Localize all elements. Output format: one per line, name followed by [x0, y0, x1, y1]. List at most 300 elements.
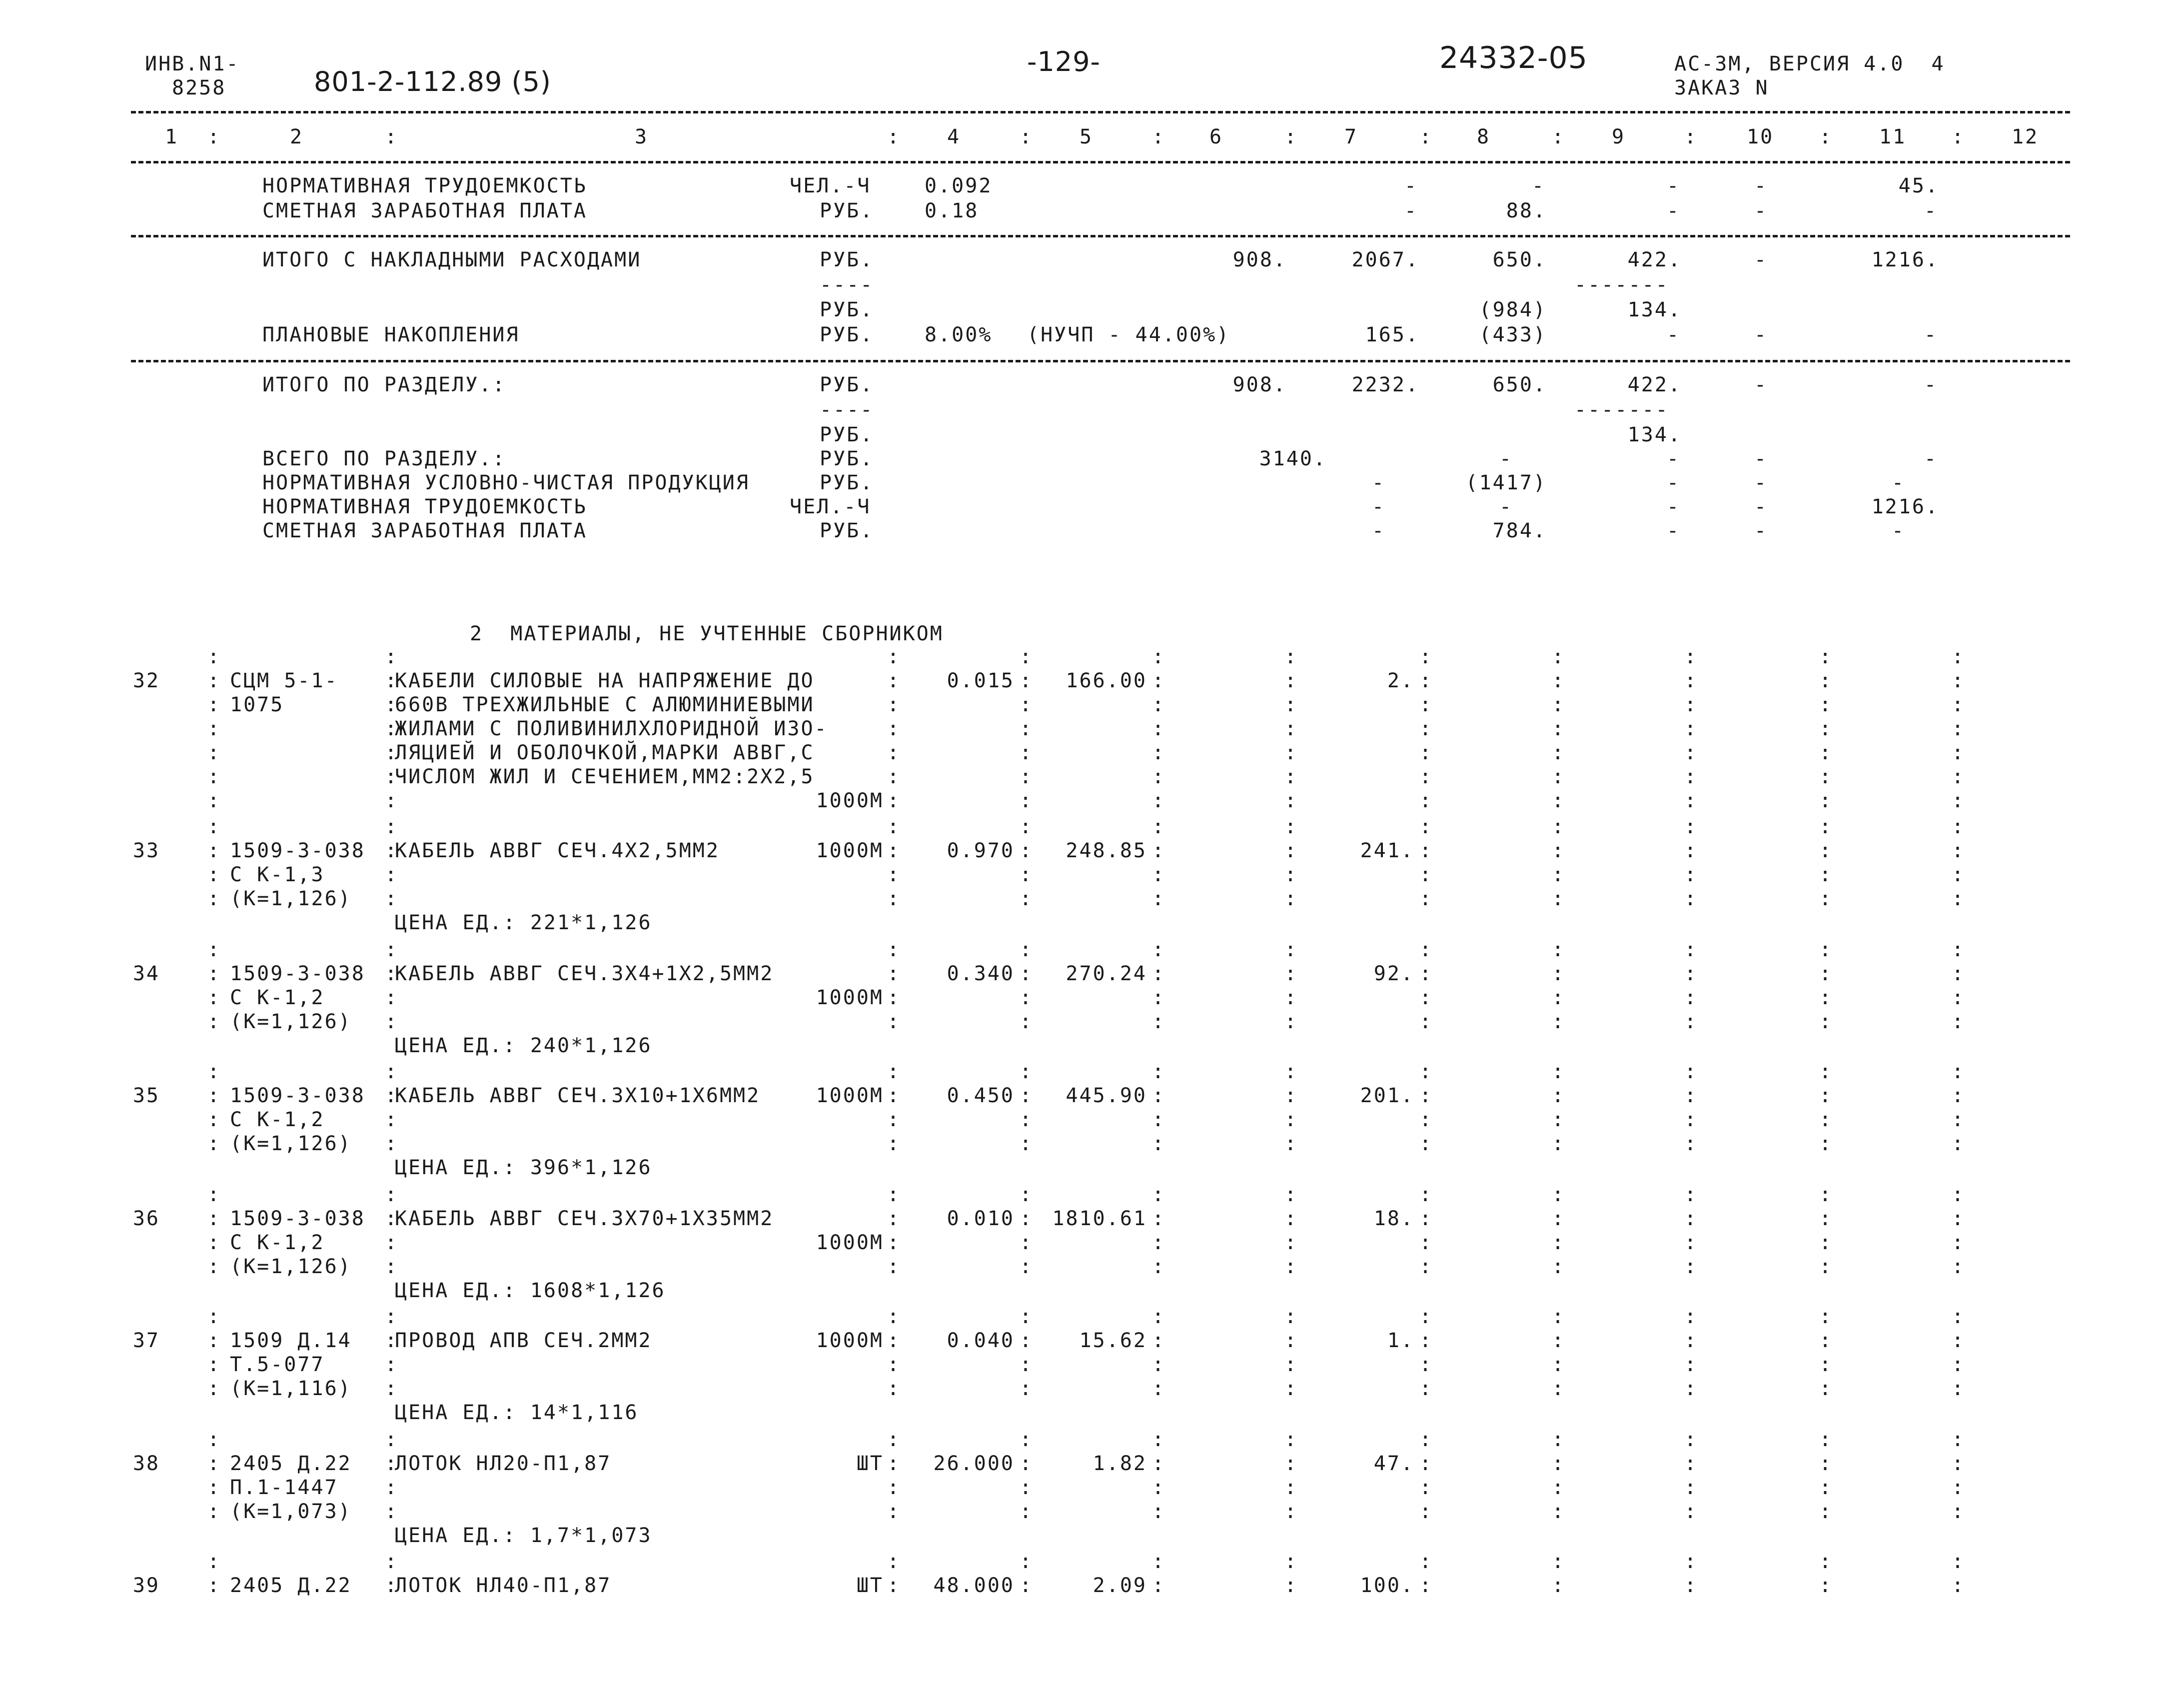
item-38-separator: :	[207, 1500, 221, 1523]
item-37-separator: :	[385, 1353, 399, 1376]
item-39-separator: :	[1020, 1550, 1034, 1573]
item-39-separator: :	[1552, 1550, 1566, 1573]
rule-overhead	[131, 235, 2070, 237]
item-32-separator: :	[1684, 789, 1698, 812]
item-33-separator: :	[1020, 815, 1034, 838]
item-33-code-2: (К=1,126)	[230, 887, 352, 910]
item-37-separator: :	[1952, 1377, 1966, 1400]
item-35-separator: :	[385, 1108, 399, 1131]
item-38-separator: :	[1020, 1428, 1034, 1451]
document-code: 801-2-112.89 (5)	[314, 66, 551, 97]
item-38-separator: :	[207, 1476, 221, 1499]
item-32-separator: :	[207, 789, 221, 812]
item-35-separator: :	[1552, 1108, 1566, 1131]
item-38-separator: :	[1819, 1452, 1833, 1475]
item-33-separator: :	[385, 815, 399, 838]
item-33-separator: :	[1552, 839, 1566, 862]
item-33-separator: :	[1684, 839, 1698, 862]
item-35-separator: :	[1152, 1108, 1166, 1131]
item-33-separator: :	[207, 887, 221, 910]
norm-labor-label: НОРМАТИВНАЯ ТРУДОЕМКОСТЬ	[262, 174, 587, 197]
item-32-separator: :	[887, 789, 901, 812]
item-39-separator: :	[1819, 1574, 1833, 1597]
item-33-separator: :	[1684, 863, 1698, 886]
wage-total-col10: -	[1754, 519, 1768, 542]
planned-unit: РУБ.	[820, 323, 874, 346]
item-36-separator: :	[1020, 1255, 1034, 1278]
item-36-separator: :	[1952, 1231, 1966, 1254]
planned-note: (НУЧП - 44.00%)	[1027, 323, 1230, 346]
wage-col4: 0.18	[925, 199, 979, 222]
column-separator: :	[1819, 125, 1833, 148]
item-32-separator: :	[1684, 645, 1698, 668]
item-38-separator: :	[1284, 1476, 1298, 1499]
column-separator: :	[1152, 125, 1166, 148]
overhead-c10: -	[1754, 248, 1768, 271]
item-38-separator: :	[1684, 1500, 1698, 1523]
norm-labor-c10: -	[1754, 174, 1768, 197]
item-39-unit: ШТ	[856, 1574, 884, 1597]
item-35-separator: :	[1684, 1132, 1698, 1155]
item-39-separator: :	[1419, 1550, 1433, 1573]
overhead-c8: 650.	[1492, 248, 1547, 271]
norm-net-product-label: НОРМАТИВНАЯ УСЛОВНО-ЧИСТАЯ ПРОДУКЦИЯ	[262, 471, 750, 494]
item-38-separator: :	[1684, 1476, 1698, 1499]
item-37-separator: :	[1020, 1353, 1034, 1376]
item-35-separator: :	[1819, 1084, 1833, 1107]
item-35-code-2: (К=1,126)	[230, 1132, 352, 1155]
item-33-separator: :	[1152, 863, 1166, 886]
item-34-separator: :	[385, 986, 399, 1009]
item-35-separator: :	[1819, 1132, 1833, 1155]
item-39-price: 2.09	[1092, 1574, 1147, 1597]
item-34-separator: :	[385, 938, 399, 961]
item-32-separator: :	[385, 717, 399, 740]
item-35-separator: :	[1684, 1108, 1698, 1131]
column-number-11: 11	[1879, 125, 1907, 148]
item-38-separator: :	[1284, 1452, 1298, 1475]
item-39-total: 100.	[1360, 1574, 1414, 1597]
item-34-separator: :	[1552, 986, 1566, 1009]
item-33-separator: :	[1419, 887, 1433, 910]
item-36-separator: :	[385, 1183, 399, 1206]
item-34-separator: :	[1819, 986, 1833, 1009]
item-37-code-1: Т.5-077	[230, 1353, 325, 1376]
item-36-separator: :	[1552, 1255, 1566, 1278]
item-33-separator: :	[1284, 863, 1298, 886]
norm-labor-total-label: НОРМАТИВНАЯ ТРУДОЕМКОСТЬ	[262, 495, 587, 518]
item-33-separator: :	[1819, 887, 1833, 910]
item-33-separator: :	[1952, 887, 1966, 910]
item-39-separator: :	[385, 1550, 399, 1573]
item-35-separator: :	[1952, 1060, 1966, 1083]
item-36-separator: :	[1284, 1183, 1298, 1206]
item-33-separator: :	[385, 887, 399, 910]
item-35-separator: :	[1419, 1060, 1433, 1083]
item-34-price-note: ЦЕНА ЕД.: 240*1,126	[395, 1034, 652, 1057]
item-36-separator: :	[1552, 1207, 1566, 1230]
item-32-separator: :	[385, 669, 399, 692]
item-38-price: 1.82	[1092, 1452, 1147, 1475]
item-37-desc-0: ПРОВОД АПВ СЕЧ.2ММ2	[395, 1329, 652, 1352]
rule-section-total	[131, 360, 2070, 362]
item-32-separator: :	[385, 693, 399, 716]
item-39-quantity: 48.000	[933, 1574, 1015, 1597]
item-37-separator: :	[1284, 1377, 1298, 1400]
item-36-number: 36	[132, 1207, 160, 1230]
item-38-code-2: (К=1,073)	[230, 1500, 352, 1523]
norm-labor-c8: -	[1532, 174, 1546, 197]
item-32-separator: :	[207, 669, 221, 692]
item-36-price-note: ЦЕНА ЕД.: 1608*1,126	[395, 1279, 666, 1302]
item-38-separator: :	[1020, 1500, 1034, 1523]
item-35-separator: :	[1684, 1084, 1698, 1107]
item-36-separator: :	[385, 1255, 399, 1278]
item-32-separator: :	[1152, 789, 1166, 812]
column-number-7: 7	[1344, 125, 1358, 148]
section-col9-b: 134.	[1627, 423, 1682, 446]
item-32-separator: :	[1552, 741, 1566, 764]
item-32-quantity: 0.015	[947, 669, 1015, 692]
item-39-separator: :	[1020, 1574, 1034, 1597]
item-37-separator: :	[1152, 1377, 1166, 1400]
item-32-separator: :	[887, 741, 901, 764]
item-37-separator: :	[1819, 1329, 1833, 1352]
item-32-price: 166.00	[1066, 669, 1147, 692]
item-34-separator: :	[887, 938, 901, 961]
item-34-separator: :	[1020, 986, 1034, 1009]
norm-net-product-unit: РУБ.	[820, 471, 874, 494]
item-32-separator: :	[1819, 789, 1833, 812]
item-35-separator: :	[1552, 1132, 1566, 1155]
item-34-separator: :	[1020, 962, 1034, 985]
item-35-separator: :	[385, 1132, 399, 1155]
wage-unit: РУБ.	[820, 199, 874, 222]
item-38-separator: :	[1284, 1500, 1298, 1523]
inventory-label: ИНВ.N1-	[145, 52, 240, 75]
item-34-separator: :	[1284, 1010, 1298, 1033]
item-34-separator: :	[1552, 962, 1566, 985]
item-38-separator: :	[1419, 1500, 1433, 1523]
item-35-separator: :	[207, 1132, 221, 1155]
item-38-separator: :	[1952, 1452, 1966, 1475]
overhead-col8-b: (984)	[1479, 298, 1547, 321]
item-33-separator: :	[1419, 839, 1433, 862]
item-32-unit: 1000М	[816, 789, 884, 812]
item-34-separator: :	[1020, 1010, 1034, 1033]
overhead-c7: 2067.	[1351, 248, 1419, 271]
item-32-separator: :	[1819, 693, 1833, 716]
item-38-separator: :	[385, 1476, 399, 1499]
item-32-desc-2: ЖИЛАМИ С ПОЛИВИНИЛХЛОРИДНОЙ ИЗО-	[395, 717, 828, 740]
column-separator: :	[1284, 125, 1298, 148]
item-38-separator: :	[1819, 1476, 1833, 1499]
norm-net-product-col7: -	[1372, 471, 1386, 494]
item-32-separator: :	[1152, 693, 1166, 716]
item-36-separator: :	[1284, 1255, 1298, 1278]
item-36-separator: :	[1952, 1207, 1966, 1230]
grand-total-col11: -	[1924, 447, 1938, 470]
item-32-separator: :	[1020, 669, 1034, 692]
page-number: -129-	[1027, 46, 1101, 77]
item-35-separator: :	[207, 1060, 221, 1083]
wage-c11: -	[1924, 199, 1938, 222]
item-38-separator: :	[207, 1452, 221, 1475]
item-33-separator: :	[887, 839, 901, 862]
item-32-separator: :	[1419, 645, 1433, 668]
item-35-separator: :	[1020, 1060, 1034, 1083]
item-37-separator: :	[1284, 1305, 1298, 1328]
item-35-separator: :	[1819, 1060, 1833, 1083]
item-38-separator: :	[887, 1452, 901, 1475]
item-37-separator: :	[1952, 1353, 1966, 1376]
section-col9-underline: -------	[1574, 398, 1669, 421]
item-37-separator: :	[1819, 1377, 1833, 1400]
item-39-separator: :	[887, 1550, 901, 1573]
item-33-separator: :	[1152, 887, 1166, 910]
item-33-separator: :	[887, 863, 901, 886]
item-35-separator: :	[385, 1084, 399, 1107]
item-32-separator: :	[1284, 741, 1298, 764]
program-version: АС-3М, ВЕРСИЯ 4.0 4	[1674, 52, 1945, 75]
item-34-separator: :	[1152, 938, 1166, 961]
item-38-separator: :	[1419, 1428, 1433, 1451]
item-36-separator: :	[1819, 1231, 1833, 1254]
item-37-separator: :	[1020, 1329, 1034, 1352]
item-38-separator: :	[887, 1428, 901, 1451]
wage-label: СМЕТНАЯ ЗАРАБОТНАЯ ПЛАТА	[262, 199, 587, 222]
item-36-separator: :	[1952, 1255, 1966, 1278]
item-32-separator: :	[1419, 669, 1433, 692]
item-39-number: 39	[132, 1574, 160, 1597]
item-36-separator: :	[1284, 1231, 1298, 1254]
item-33-separator: :	[1020, 839, 1034, 862]
wage-total-col7: -	[1372, 519, 1386, 542]
item-32-separator: :	[1952, 765, 1966, 788]
item-32-desc-4: ЧИСЛОМ ЖИЛ И СЕЧЕНИЕМ,ММ2:2Х2,5	[395, 765, 815, 788]
item-37-separator: :	[207, 1329, 221, 1352]
section-total-c8: 650.	[1492, 373, 1547, 396]
item-37-separator: :	[1152, 1353, 1166, 1376]
item-35-separator: :	[1552, 1084, 1566, 1107]
item-35-separator: :	[1020, 1108, 1034, 1131]
item-32-separator: :	[1819, 645, 1833, 668]
planned-rate: 8.00%	[925, 323, 993, 346]
item-32-separator: :	[1552, 789, 1566, 812]
section-total-unit: РУБ.	[820, 373, 874, 396]
item-32-separator: :	[1952, 717, 1966, 740]
column-number-5: 5	[1080, 125, 1093, 148]
item-34-separator: :	[1684, 938, 1698, 961]
item-37-separator: :	[1284, 1329, 1298, 1352]
item-36-unit: 1000М	[816, 1231, 884, 1254]
item-37-separator: :	[1020, 1377, 1034, 1400]
item-34-separator: :	[1152, 962, 1166, 985]
item-39-separator: :	[207, 1574, 221, 1597]
item-35-code-1: С К-1,2	[230, 1108, 325, 1131]
item-39-desc-0: ЛОТОК НЛ40-П1,87	[395, 1574, 612, 1597]
grand-total-value: 3140.	[1259, 447, 1327, 470]
item-32-separator: :	[1952, 741, 1966, 764]
item-36-separator: :	[1952, 1183, 1966, 1206]
item-36-separator: :	[207, 1255, 221, 1278]
section-total-c7: 2232.	[1351, 373, 1419, 396]
item-38-quantity: 26.000	[933, 1452, 1015, 1475]
item-37-unit: 1000М	[816, 1329, 884, 1352]
item-32-separator: :	[207, 645, 221, 668]
item-37-separator: :	[1552, 1353, 1566, 1376]
item-38-separator: :	[385, 1452, 399, 1475]
item-33-code-1: С К-1,3	[230, 863, 325, 886]
item-34-separator: :	[887, 1010, 901, 1033]
item-37-separator: :	[1952, 1305, 1966, 1328]
item-32-separator: :	[1020, 717, 1034, 740]
section-total-c9: 422.	[1627, 373, 1682, 396]
item-36-separator: :	[207, 1231, 221, 1254]
item-38-code-1: П.1-1447	[230, 1476, 338, 1499]
item-36-code-0: 1509-3-038	[230, 1207, 365, 1230]
item-37-separator: :	[1552, 1377, 1566, 1400]
norm-labor-total-col7: -	[1372, 495, 1386, 518]
item-32-separator: :	[1020, 741, 1034, 764]
item-32-separator: :	[1152, 645, 1166, 668]
item-39-separator: :	[1284, 1574, 1298, 1597]
item-32-separator: :	[1419, 741, 1433, 764]
item-32-desc-3: ЛЯЦИЕЙ И ОБОЛОЧКОЙ,МАРКИ АВВГ,С	[395, 741, 815, 764]
column-separator: :	[1552, 125, 1566, 148]
planned-col11: -	[1924, 323, 1938, 346]
item-32-separator: :	[1952, 669, 1966, 692]
item-37-separator: :	[1152, 1305, 1166, 1328]
item-37-separator: :	[1684, 1377, 1698, 1400]
item-32-separator: :	[207, 765, 221, 788]
item-33-price-note: ЦЕНА ЕД.: 221*1,126	[395, 911, 652, 934]
item-32-separator: :	[1284, 717, 1298, 740]
item-34-separator: :	[1684, 1010, 1698, 1033]
item-33-separator: :	[1552, 887, 1566, 910]
planned-col8: (433)	[1479, 323, 1547, 346]
item-33-separator: :	[1819, 839, 1833, 862]
item-36-separator: :	[1819, 1255, 1833, 1278]
item-37-separator: :	[1419, 1353, 1433, 1376]
item-34-separator: :	[1419, 938, 1433, 961]
item-35-price-note: ЦЕНА ЕД.: 396*1,126	[395, 1156, 652, 1179]
item-38-separator: :	[1020, 1452, 1034, 1475]
item-38-separator: :	[1684, 1428, 1698, 1451]
item-39-separator: :	[1684, 1550, 1698, 1573]
item-32-separator: :	[1284, 669, 1298, 692]
column-separator: :	[385, 125, 399, 148]
grand-total-col9: -	[1667, 447, 1681, 470]
item-36-separator: :	[385, 1231, 399, 1254]
item-37-number: 37	[132, 1329, 160, 1352]
item-35-total: 201.	[1360, 1084, 1414, 1107]
item-32-separator: :	[1684, 741, 1698, 764]
item-32-separator: :	[1020, 765, 1034, 788]
item-32-separator: :	[1284, 645, 1298, 668]
norm-labor-total-col8: -	[1499, 495, 1513, 518]
item-33-separator: :	[385, 839, 399, 862]
item-32-separator: :	[1152, 741, 1166, 764]
item-35-separator: :	[1952, 1084, 1966, 1107]
overhead-col9-underline: -------	[1574, 273, 1669, 296]
item-32-separator: :	[1684, 693, 1698, 716]
overhead-label: ИТОГО С НАКЛАДНЫМИ РАСХОДАМИ	[262, 248, 642, 271]
item-34-separator: :	[1819, 962, 1833, 985]
item-33-separator: :	[1952, 815, 1966, 838]
item-32-separator: :	[1020, 645, 1034, 668]
item-34-separator: :	[1952, 986, 1966, 1009]
item-36-separator: :	[1684, 1255, 1698, 1278]
item-32-desc-1: 660В ТРЕХЖИЛЬНЫЕ С АЛЮМИНИЕВЫМИ	[395, 693, 815, 716]
item-32-separator: :	[1152, 717, 1166, 740]
wage-c7: -	[1404, 199, 1418, 222]
item-39-separator: :	[1952, 1550, 1966, 1573]
item-38-separator: :	[887, 1500, 901, 1523]
item-33-desc-0: КАБЕЛЬ АВВГ СЕЧ.4Х2,5ММ2	[395, 839, 720, 862]
item-34-unit: 1000М	[816, 986, 884, 1009]
item-35-separator: :	[887, 1084, 901, 1107]
item-37-separator: :	[385, 1329, 399, 1352]
item-33-separator: :	[1284, 887, 1298, 910]
item-37-separator: :	[1020, 1305, 1034, 1328]
item-34-separator: :	[1952, 962, 1966, 985]
item-36-separator: :	[887, 1207, 901, 1230]
item-36-separator: :	[1152, 1183, 1166, 1206]
norm-net-product-col10: -	[1754, 471, 1768, 494]
item-35-separator: :	[207, 1084, 221, 1107]
item-36-separator: :	[887, 1183, 901, 1206]
item-38-separator: :	[887, 1476, 901, 1499]
item-37-total: 1.	[1387, 1329, 1414, 1352]
item-37-separator: :	[1819, 1305, 1833, 1328]
item-36-separator: :	[1684, 1183, 1698, 1206]
item-32-separator: :	[385, 741, 399, 764]
item-37-code-0: 1509 Д.14	[230, 1329, 352, 1352]
item-38-price-note: ЦЕНА ЕД.: 1,7*1,073	[395, 1524, 652, 1547]
item-33-separator: :	[1020, 863, 1034, 886]
item-34-separator: :	[1020, 938, 1034, 961]
norm-net-product-col9: -	[1667, 471, 1681, 494]
item-34-separator: :	[1552, 938, 1566, 961]
item-38-separator: :	[1819, 1500, 1833, 1523]
item-33-separator: :	[1952, 839, 1966, 862]
item-36-separator: :	[1020, 1231, 1034, 1254]
section-unit-underline: ----	[820, 398, 874, 421]
item-37-separator: :	[1684, 1353, 1698, 1376]
overhead-c9: 422.	[1627, 248, 1682, 271]
item-36-separator: :	[1419, 1183, 1433, 1206]
item-34-separator: :	[887, 962, 901, 985]
column-number-8: 8	[1477, 125, 1491, 148]
item-36-separator: :	[207, 1207, 221, 1230]
item-34-separator: :	[1952, 1010, 1966, 1033]
item-33-separator: :	[1152, 839, 1166, 862]
item-34-separator: :	[385, 962, 399, 985]
item-37-separator: :	[1684, 1305, 1698, 1328]
item-37-separator: :	[887, 1377, 901, 1400]
item-33-separator: :	[1152, 815, 1166, 838]
item-38-separator: :	[1552, 1500, 1566, 1523]
item-33-separator: :	[207, 815, 221, 838]
item-33-code-0: 1509-3-038	[230, 839, 365, 862]
order-number: ЗАКАЗ N	[1674, 76, 1769, 99]
wage-total-col9: -	[1667, 519, 1681, 542]
item-38-separator: :	[1952, 1500, 1966, 1523]
column-separator: :	[1020, 125, 1034, 148]
item-39-separator: :	[1952, 1574, 1966, 1597]
item-37-quantity: 0.040	[947, 1329, 1015, 1352]
